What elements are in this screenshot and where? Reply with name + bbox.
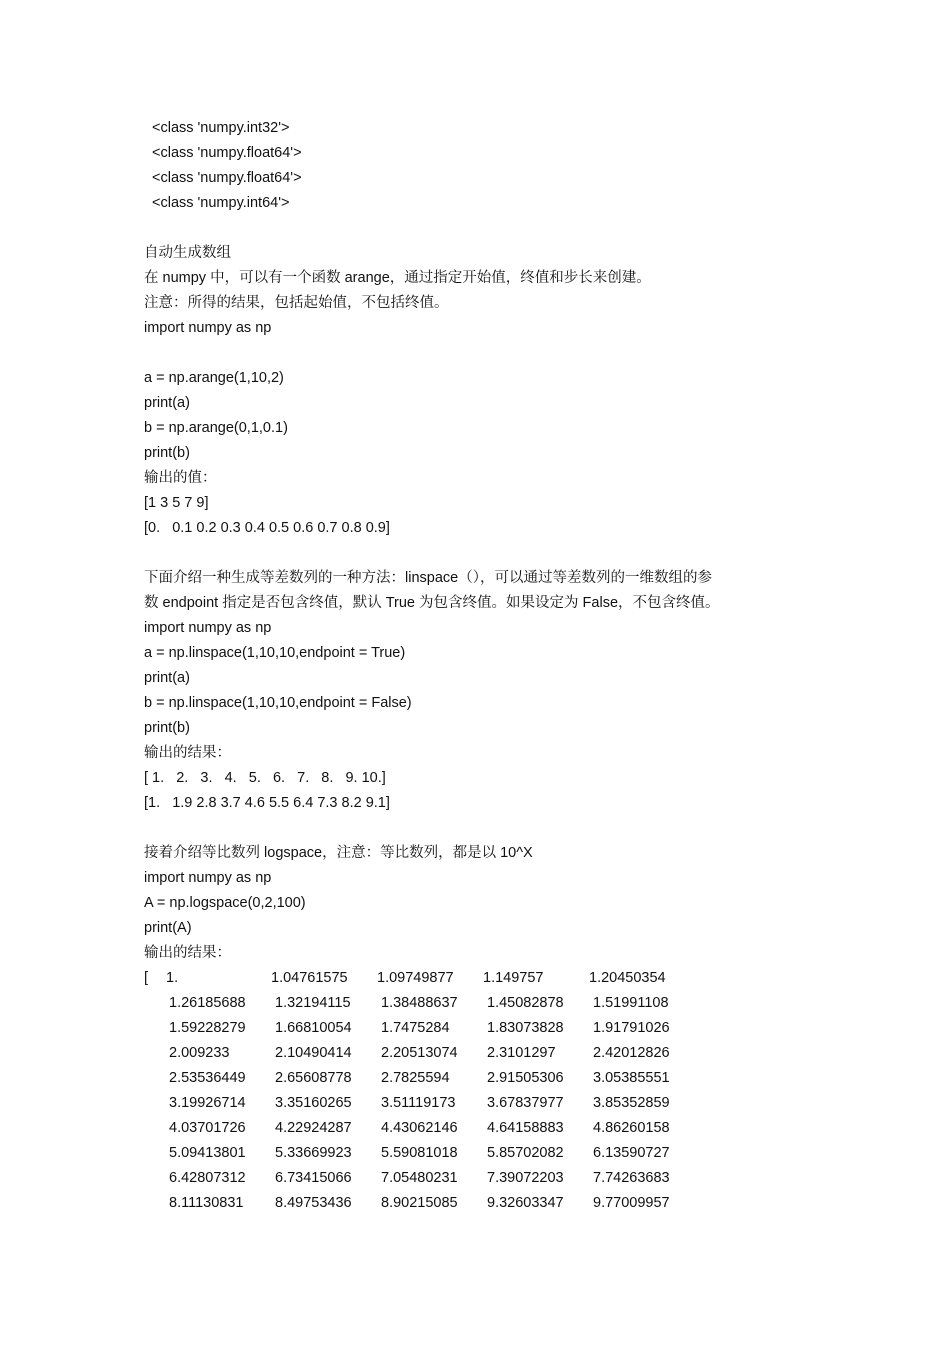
output-value: 4.22924287 (275, 1120, 352, 1136)
output-value: 2.42012826 (593, 1045, 670, 1061)
output-value: 2.91505306 (487, 1070, 564, 1086)
output-value: 6.42807312 (169, 1170, 246, 1186)
code-line: print(A) (144, 920, 192, 936)
paragraph-line: 注意：所得的结果，包括起始值，不包括终值。 (144, 295, 449, 311)
output-row (144, 1166, 704, 1191)
output-value: 1.149757 (483, 970, 544, 986)
output-value: 1.59228279 (169, 1020, 246, 1036)
output-value: 9.77009957 (593, 1195, 670, 1211)
code-line: print(a) (144, 395, 190, 411)
output-value: 3.67837977 (487, 1095, 564, 1111)
code-line: print(a) (144, 670, 190, 686)
output-label: 输出的值： (144, 470, 217, 486)
output-value: 1.45082878 (487, 995, 564, 1011)
output-value: 4.43062146 (381, 1120, 458, 1136)
output-value: 2.20513074 (381, 1045, 458, 1061)
paragraph-line: 下面介绍一种生成等差数列的一种方法：linspace（），可以通过等差数列的一维数组的参 (144, 570, 712, 586)
output-value: 7.74263683 (593, 1170, 670, 1186)
output-value: 4.64158883 (487, 1120, 564, 1136)
output-value: 3.85352859 (593, 1095, 670, 1111)
output-value: 1.83073828 (487, 1020, 564, 1036)
class-line: <class 'numpy.float64'> (152, 170, 302, 186)
output-value: 3.05385551 (593, 1070, 670, 1086)
output-value: 5.59081018 (381, 1145, 458, 1161)
output-value: 2.009233 (169, 1045, 230, 1061)
output-value: 8.90215085 (381, 1195, 458, 1211)
output-value: 5.33669923 (275, 1145, 352, 1161)
section-heading-arange: 自动生成数组 (144, 245, 231, 261)
output-value: 1.20450354 (589, 970, 666, 986)
output-value: 1.26185688 (169, 995, 246, 1011)
output-line: [1 3 5 7 9] (144, 495, 209, 511)
output-value: 1.38488637 (381, 995, 458, 1011)
output-row (144, 1116, 704, 1141)
code-line: import numpy as np (144, 620, 272, 636)
output-value: 3.19926714 (169, 1095, 246, 1111)
output-row (144, 966, 704, 991)
class-line: <class 'numpy.float64'> (152, 145, 302, 161)
output-value: 5.85702082 (487, 1145, 564, 1161)
output-value: 9.32603347 (487, 1195, 564, 1211)
class-line: <class 'numpy.int64'> (152, 195, 290, 211)
output-value: 2.65608778 (275, 1070, 352, 1086)
paragraph-line: 在 numpy 中，可以有一个函数 arange，通过指定开始值，终值和步长来创建。 (144, 270, 651, 286)
output-value: 4.86260158 (593, 1120, 670, 1136)
code-line: print(b) (144, 445, 190, 461)
output-row (144, 1091, 704, 1116)
output-line: [ 1. 2. 3. 4. 5. 6. 7. 8. 9. 10.] (144, 770, 386, 786)
output-value: 7.05480231 (381, 1170, 458, 1186)
output-line: [0. 0.1 0.2 0.3 0.4 0.5 0.6 0.7 0.8 0.9] (144, 520, 390, 536)
output-value: 1. (166, 970, 179, 986)
output-row (144, 1191, 704, 1216)
open-bracket: [ (144, 970, 149, 986)
output-value: 2.3101297 (487, 1045, 556, 1061)
output-value: 1.32194115 (275, 995, 351, 1011)
output-row (144, 991, 704, 1016)
output-row (144, 1016, 704, 1041)
output-value: 3.35160265 (275, 1095, 352, 1111)
class-line: <class 'numpy.int32'> (152, 120, 290, 136)
output-value: 6.13590727 (593, 1145, 670, 1161)
code-line: A = np.logspace(0,2,100) (144, 895, 306, 911)
output-value: 4.03701726 (169, 1120, 246, 1136)
output-value: 2.10490414 (275, 1045, 352, 1061)
output-value: 7.39072203 (487, 1170, 564, 1186)
output-value: 2.53536449 (169, 1070, 246, 1086)
output-row (144, 1041, 704, 1066)
output-value: 1.7475284 (381, 1020, 450, 1036)
code-line: b = np.linspace(1,10,10,endpoint = False) (144, 695, 412, 711)
output-value: 1.66810054 (275, 1020, 352, 1036)
code-line: a = np.linspace(1,10,10,endpoint = True) (144, 645, 406, 661)
code-line: import numpy as np (144, 870, 272, 886)
output-value: 3.51119173 (381, 1095, 456, 1111)
output-value: 8.49753436 (275, 1195, 352, 1211)
code-line: import numpy as np (144, 320, 272, 336)
output-line: [1. 1.9 2.8 3.7 4.6 5.5 6.4 7.3 8.2 9.1] (144, 795, 390, 811)
output-row (144, 1141, 704, 1166)
output-value: 1.91791026 (593, 1020, 670, 1036)
output-value: 1.09749877 (377, 970, 454, 986)
output-label: 输出的结果： (144, 945, 231, 961)
code-line: print(b) (144, 720, 190, 736)
output-row (144, 1066, 704, 1091)
output-value: 2.7825594 (381, 1070, 450, 1086)
output-value: 6.73415066 (275, 1170, 352, 1186)
output-value: 8.11130831 (169, 1195, 244, 1211)
output-value: 1.04761575 (271, 970, 348, 986)
output-value: 1.51991108 (593, 995, 669, 1011)
paragraph-line: 数 endpoint 指定是否包含终值，默认 True 为包含终值。如果设定为 False，不包含终值。 (144, 595, 720, 611)
code-line: b = np.arange(0,1,0.1) (144, 420, 288, 436)
output-label: 输出的结果： (144, 745, 231, 761)
paragraph-line: 接着介绍等比数列 logspace，注意：等比数列，都是以 10^X (144, 845, 533, 861)
code-line: a = np.arange(1,10,2) (144, 370, 284, 386)
output-value: 5.09413801 (169, 1145, 246, 1161)
